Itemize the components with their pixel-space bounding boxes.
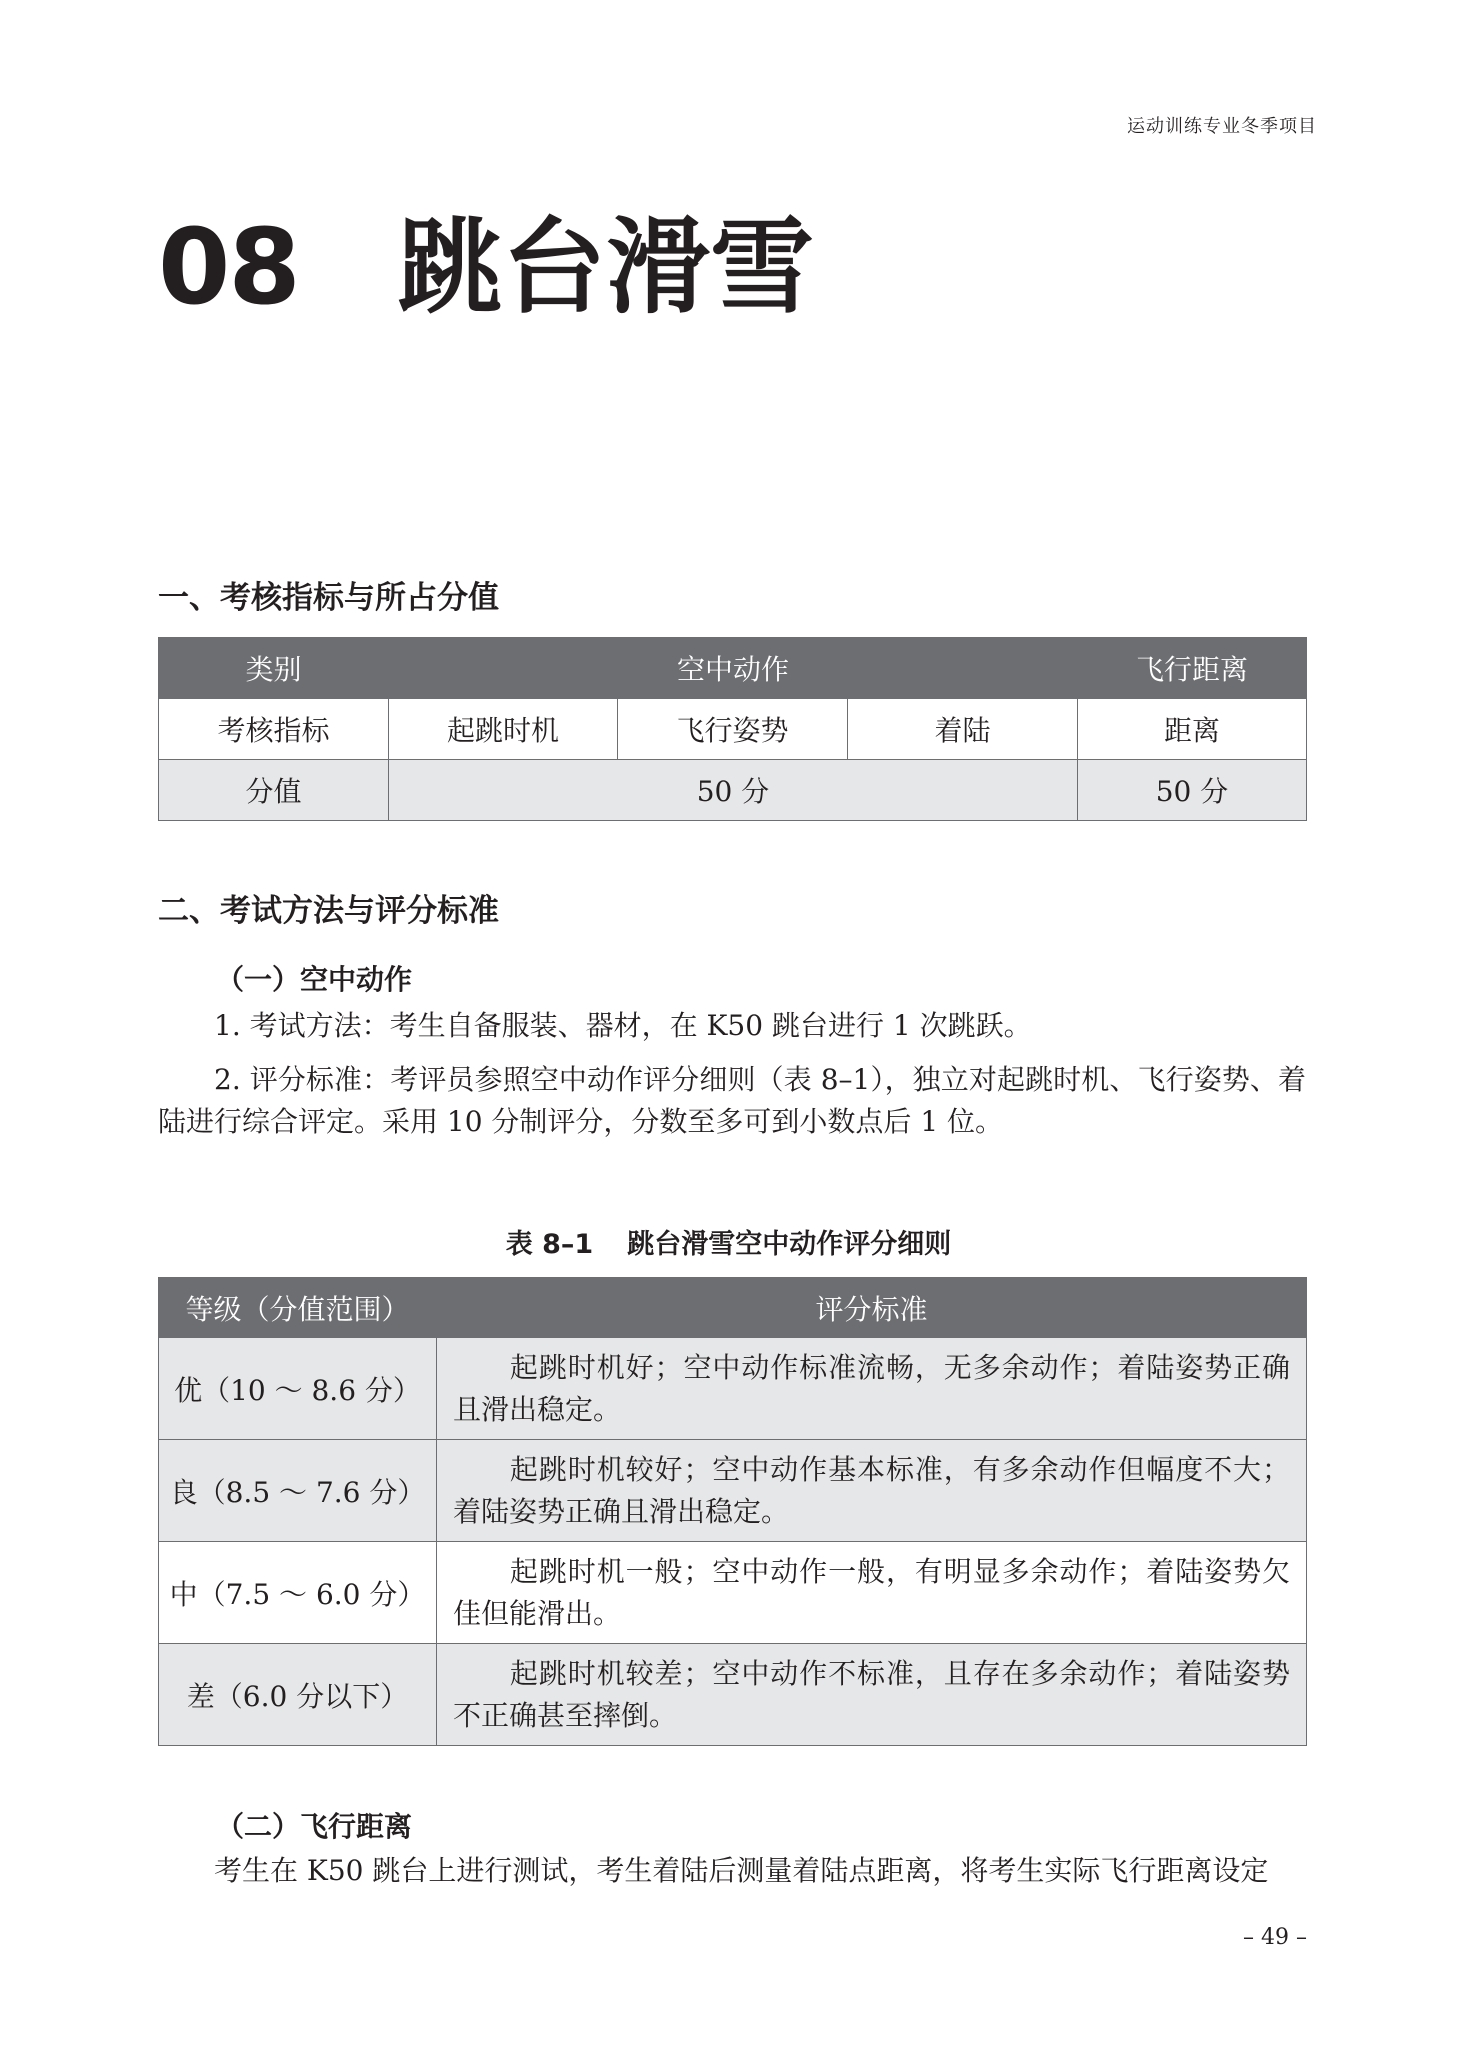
header-aerial: 空中动作 <box>389 638 1078 699</box>
scoring-table-header <box>159 1278 1307 1338</box>
table-row <box>159 1440 1307 1542</box>
indicator-table-header <box>159 638 1307 699</box>
distance-paragraph <box>158 1850 1306 1892</box>
criteria-cell: 起跳时机一般；空中动作一般，有明显多余动作；着陆姿势欠佳但能滑出。 <box>437 1542 1307 1644</box>
part2-heading: （二）飞行距离 <box>216 1810 413 1843</box>
distance-text: 考生在 K50 跳台上进行测试，考生着陆后测量着陆点距离，将考生实际飞行距离设定 <box>214 1854 1269 1887</box>
running-head: 运动训练专业冬季项目 <box>1127 116 1317 137</box>
caption-title: 跳台滑雪空中动作评分细则 <box>627 1229 952 1260</box>
caption-number: 表 8–1 <box>505 1229 594 1260</box>
indicator-item: 着陆 <box>848 699 1078 760</box>
indicator-item: 距离 <box>1078 699 1307 760</box>
chapter-number: 08 <box>158 206 299 328</box>
section2-heading: 二、考试方法与评分标准 <box>158 893 499 929</box>
header-criteria: 评分标准 <box>437 1278 1307 1338</box>
criteria-cell: 起跳时机较差；空中动作不标准，且存在多余动作；着陆姿势不正确甚至摔倒。 <box>437 1644 1307 1746</box>
score-aerial: 50 分 <box>389 760 1078 821</box>
section1-heading: 一、考核指标与所占分值 <box>158 580 499 616</box>
score-row <box>159 760 1307 821</box>
grade-cell: 优（10 ～ 8.6 分） <box>159 1338 437 1440</box>
method-paragraph <box>158 1005 1306 1047</box>
criteria-cell: 起跳时机好；空中动作标准流畅，无多余动作；着陆姿势正确且滑出稳定。 <box>437 1338 1307 1440</box>
grade-cell: 良（8.5 ～ 7.6 分） <box>159 1440 437 1542</box>
table-row <box>159 1542 1307 1644</box>
chapter-title <box>158 206 815 328</box>
header-grade: 等级（分值范围） <box>159 1278 437 1338</box>
standard-text: 2. 评分标准：考评员参照空中动作评分细则（表 8–1），独立对起跳时机、飞行姿势、着陆进行综合评定。采用 10 分制评分，分数至多可到小数点后 1 位。 <box>158 1063 1306 1138</box>
indicator-item: 起跳时机 <box>389 699 618 760</box>
score-label: 分值 <box>159 760 389 821</box>
table-row <box>159 1338 1307 1440</box>
standard-paragraph <box>158 1059 1306 1143</box>
indicator-row <box>159 699 1307 760</box>
grade-cell: 差（6.0 分以下） <box>159 1644 437 1746</box>
part1-heading: （一）空中动作 <box>216 963 413 996</box>
score-distance: 50 分 <box>1078 760 1307 821</box>
chapter-name: 跳台滑雪 <box>398 206 815 328</box>
table-row <box>159 1644 1307 1746</box>
method-text: 1. 考试方法：考生自备服装、器材，在 K50 跳台进行 1 次跳跃。 <box>214 1009 1032 1042</box>
indicator-label: 考核指标 <box>159 699 389 760</box>
indicator-item: 飞行姿势 <box>618 699 848 760</box>
criteria-cell: 起跳时机较好；空中动作基本标准，有多余动作但幅度不大；着陆姿势正确且滑出稳定。 <box>437 1440 1307 1542</box>
indicator-table <box>158 637 1307 821</box>
header-category: 类别 <box>159 638 389 699</box>
scoring-table <box>158 1277 1307 1746</box>
header-distance: 飞行距离 <box>1078 638 1307 699</box>
page-number: – 49 – <box>1243 1925 1307 1950</box>
grade-cell: 中（7.5 ～ 6.0 分） <box>159 1542 437 1644</box>
table-caption <box>0 1222 1457 1261</box>
